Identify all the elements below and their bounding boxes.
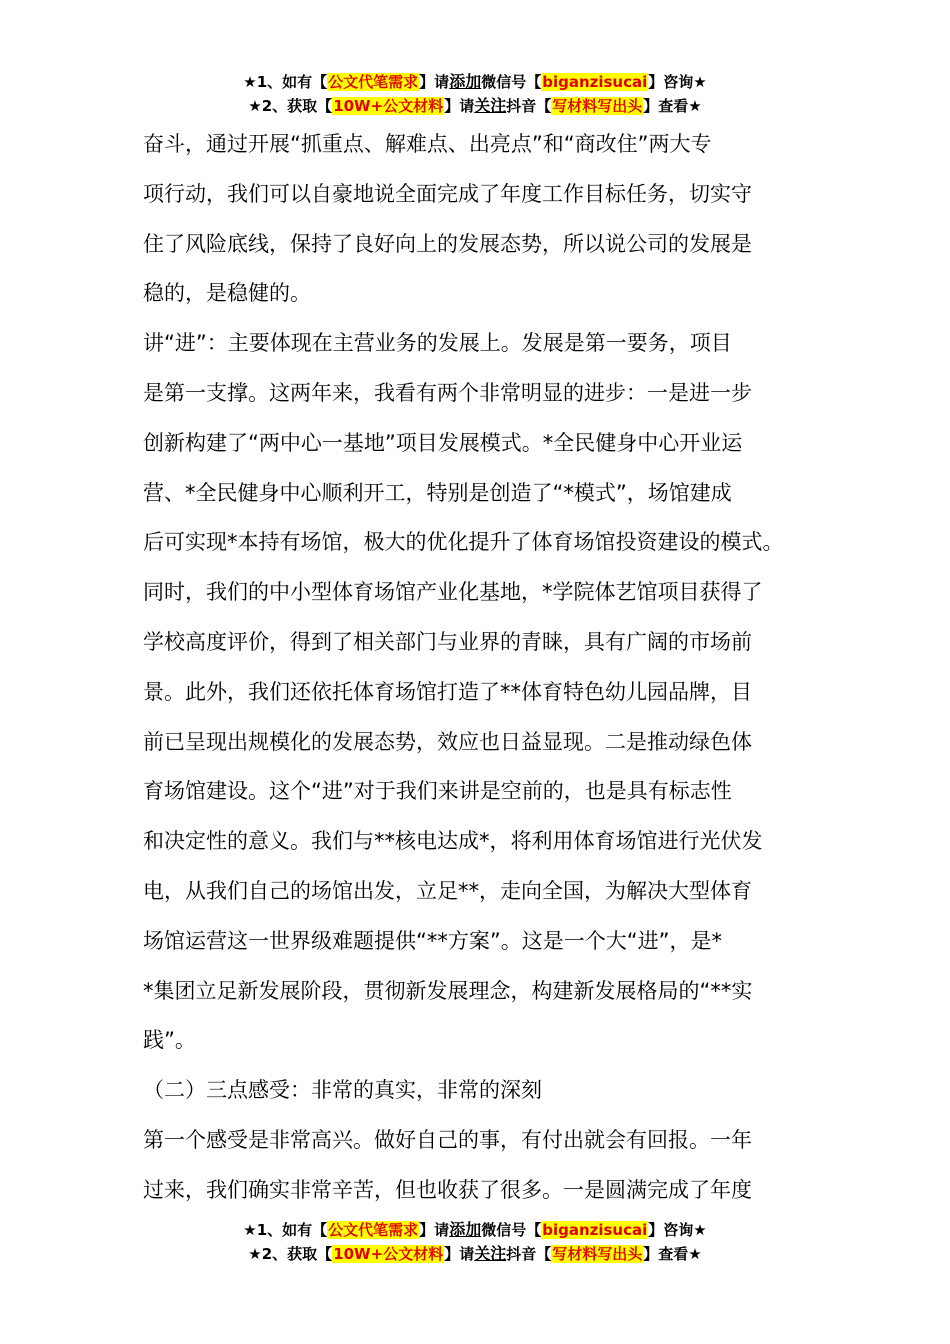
body-line: 育场馆建设。这个“进”对于我们来讲是空前的，也是具有标志性	[143, 779, 732, 804]
document-body	[143, 120, 823, 1216]
body-line: 过来，我们确实非常辛苦，但也收获了很多。一是圆满完成了年度	[143, 1177, 752, 1202]
body-line: 是第一支撑。这两年来，我看有两个非常明显的进步：一是进一步	[143, 380, 752, 405]
body-line: 学校高度评价，得到了相关部门与业界的青睐，具有广阔的市场前	[143, 629, 752, 654]
body-line: 场馆运营这一世界级难题提供“**方案”。这是一个大“进”，是*	[143, 928, 723, 953]
underlined-word: 关注	[474, 96, 507, 115]
footer-text: 】咨询★	[648, 1221, 707, 1239]
highlight-materials: 10W+公文材料	[333, 97, 444, 115]
header-text: 】请	[419, 73, 450, 91]
footer-text: ★1、如有【	[243, 1221, 328, 1239]
header-text: ★2、获取【	[248, 97, 333, 115]
body-line: 项行动，我们可以自豪地说全面完成了年度工作目标任务，切实守	[143, 181, 752, 206]
body-line: 后可实现*本持有场馆，极大的优化提升了体育场馆投资建设的模式。	[143, 530, 784, 555]
footer-text: 】请	[444, 1245, 475, 1263]
body-line: 践”。	[143, 1028, 196, 1053]
body-line: 同时，我们的中小型体育场馆产业化基地，*学院体艺馆项目获得了	[143, 580, 763, 605]
highlight-service: 公文代笔需求	[328, 73, 419, 91]
header-text: 】咨询★	[648, 73, 707, 91]
body-line: 营、*全民健身中心顺利开工，特别是创造了“*模式”，场馆建成	[143, 480, 732, 505]
header-text: 微信号【	[481, 73, 542, 91]
header-text: 】请	[444, 97, 475, 115]
body-line: 第一个感受是非常高兴。做好自己的事，有付出就会有回报。一年	[143, 1127, 752, 1152]
highlight-wechat-id: biganzisucai	[542, 1221, 648, 1239]
header-text: 抖音【	[506, 97, 552, 115]
footer-text: 抖音【	[506, 1245, 552, 1263]
body-line: 前已呈现出规模化的发展态势，效应也日益显现。二是推动绿色体	[143, 729, 752, 754]
footer-banner	[0, 1218, 950, 1266]
section-heading: （二）三点感受：非常的真实，非常的深刻	[143, 1078, 542, 1103]
body-line: 奋斗，通过开展“抓重点、解难点、出亮点”和“商改住”两大专	[143, 132, 712, 156]
header-text: ★1、如有【	[243, 73, 328, 91]
highlight-wechat-id: biganzisucai	[542, 73, 648, 91]
body-line: 景。此外，我们还依托体育场馆打造了**体育特色幼儿园品牌，目	[143, 679, 752, 704]
header-text: 】查看★	[643, 97, 702, 115]
highlight-materials: 10W+公文材料	[333, 1245, 444, 1263]
footer-line-2	[0, 1242, 950, 1266]
body-line: 电，从我们自己的场馆出发，立足**，走向全国，为解决大型体育	[143, 878, 752, 903]
highlight-douyin-account: 写材料写出头	[552, 1245, 643, 1263]
body-line: 创新构建了“两中心一基地”项目发展模式。*全民健身中心开业运	[143, 430, 743, 455]
underlined-word: 添加	[449, 72, 482, 91]
highlight-service: 公文代笔需求	[328, 1221, 419, 1239]
body-line: 住了风险底线，保持了良好向上的发展态势，所以说公司的发展是	[143, 231, 752, 256]
body-line: 稳的，是稳健的。	[143, 281, 311, 306]
body-line: *集团立足新发展阶段，贯彻新发展理念，构建新发展格局的“**实	[143, 978, 753, 1003]
footer-text: 微信号【	[481, 1221, 542, 1239]
highlight-douyin-account: 写材料写出头	[552, 97, 643, 115]
footer-line-1	[0, 1218, 950, 1242]
header-line-2	[0, 94, 950, 118]
underlined-word: 关注	[474, 1244, 507, 1263]
body-line: 和决定性的意义。我们与**核电达成*，将利用体育场馆进行光伏发	[143, 829, 763, 854]
header-banner	[0, 70, 950, 118]
footer-text: 】查看★	[643, 1245, 702, 1263]
footer-text: ★2、获取【	[248, 1245, 333, 1263]
footer-text: 】请	[419, 1221, 450, 1239]
body-line: 讲“进”：主要体现在主营业务的发展上。发展是第一要务，项目	[143, 331, 732, 356]
underlined-word: 添加	[449, 1220, 482, 1239]
header-line-1	[0, 70, 950, 94]
